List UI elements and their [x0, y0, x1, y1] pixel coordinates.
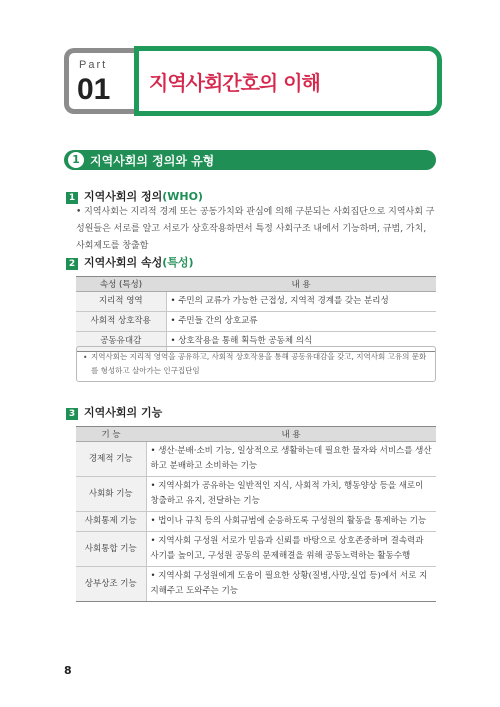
- table-value: • 생산·분배·소비 기능, 일상적으로 생활하는데 필요한 물자와 서비스를 생산하고 분배하고 소비하는 기능: [146, 442, 436, 477]
- subheading-title: 지역사회의 속성: [84, 256, 163, 269]
- table-value: • 주민들 간의 상호교류: [166, 312, 436, 332]
- part-label: Part: [79, 59, 108, 71]
- bullet-icon: •: [76, 207, 85, 217]
- note-box: [76, 346, 436, 382]
- table-value: • 법이나 규칙 등의 사회규범에 순응하도록 구성원의 활동을 통제하는 기능: [146, 512, 436, 532]
- subheading-number: 1: [66, 192, 78, 204]
- subheading-paren: (특성): [162, 256, 194, 269]
- table-key: 지리적 영역: [76, 292, 166, 312]
- table-key: 경제적 기능: [76, 442, 146, 477]
- subheading-number: 2: [66, 258, 78, 270]
- table-key: 사회통합 기능: [76, 532, 146, 567]
- subheading-paren: (WHO): [162, 190, 203, 203]
- attributes-table: [76, 276, 436, 352]
- table-row: [76, 292, 436, 312]
- table-row: [76, 512, 436, 532]
- table-row: [76, 532, 436, 567]
- section-number: 1: [68, 152, 84, 168]
- table-key: 사회화 기능: [76, 477, 146, 512]
- part-number: 01: [77, 73, 111, 106]
- table-value: • 지역사회가 공유하는 일반적인 지식, 사회적 가치, 행동양상 등을 새로이 창출하고 유지, 전달하는 기능: [146, 477, 436, 512]
- table-value: • 지역사회 구성원에게 도움이 필요한 상황(질병,사망,실업 등)에서 서로 지지해주고 도와주는 기능: [146, 567, 436, 602]
- subheading-definition: [66, 188, 203, 204]
- subheading-attributes: [66, 254, 194, 270]
- chapter-title: 지역사회간호의 이해: [149, 71, 320, 95]
- table-header: 내 용: [146, 427, 436, 442]
- bullet-icon: •: [83, 353, 88, 362]
- table-row: [76, 567, 436, 602]
- section-banner: [64, 150, 436, 170]
- table-header: 내 용: [166, 277, 436, 292]
- subheading-title: 지역사회의 정의: [84, 190, 163, 203]
- table-value: • 지역사회 구성원 서로가 믿음과 신뢰를 바탕으로 상호존중하며 결속력과 사기를 높이고, 구성원 공동의 문제해결을 위해 공동노력하는 활동수행: [146, 532, 436, 567]
- table-header: 속성 (특성): [76, 277, 166, 292]
- subheading-number: 3: [66, 408, 78, 420]
- section-title: 지역사회의 정의와 유형: [90, 154, 215, 168]
- table-row: [76, 442, 436, 477]
- note-text: 지역사회는 지리적 영역을 공유하고, 사회적 상호작용을 통해 공동유대감을 갖고, 지역사회 고유의 문화를 형성하고 살아가는 인구집단임: [91, 352, 427, 375]
- table-row: [76, 477, 436, 512]
- definition-paragraph: [76, 204, 436, 255]
- table-key: 상부상조 기능: [76, 567, 146, 602]
- table-row: [76, 312, 436, 332]
- functions-table: [76, 426, 436, 602]
- part-box: [64, 48, 134, 114]
- table-value: • 주민의 교류가 가능한 근접성, 지역적 경계를 갖는 분리성: [166, 292, 436, 312]
- table-key: 공동유대감: [76, 332, 166, 352]
- page-number: 8: [64, 664, 72, 677]
- table-key: 사회통제 기능: [76, 512, 146, 532]
- definition-text: 지역사회는 지리적 경계 또는 공동가치와 관심에 의해 구분되는 사회집단으로 지역사회 구성원들은 서로를 알고 서로가 상호작용하면서 특정 사회구조 내에서 기능하며, 규범, 가치, 사회제도를 창출함: [76, 207, 435, 251]
- subheading-title: 지역사회의 기능: [84, 406, 163, 419]
- table-header: 기 능: [76, 427, 146, 442]
- subheading-functions: [66, 404, 162, 420]
- chapter-title-box: [134, 46, 442, 116]
- table-value: • 상호작용을 통해 획득한 공동체 의식: [166, 332, 436, 352]
- table-key: 사회적 상호작용: [76, 312, 166, 332]
